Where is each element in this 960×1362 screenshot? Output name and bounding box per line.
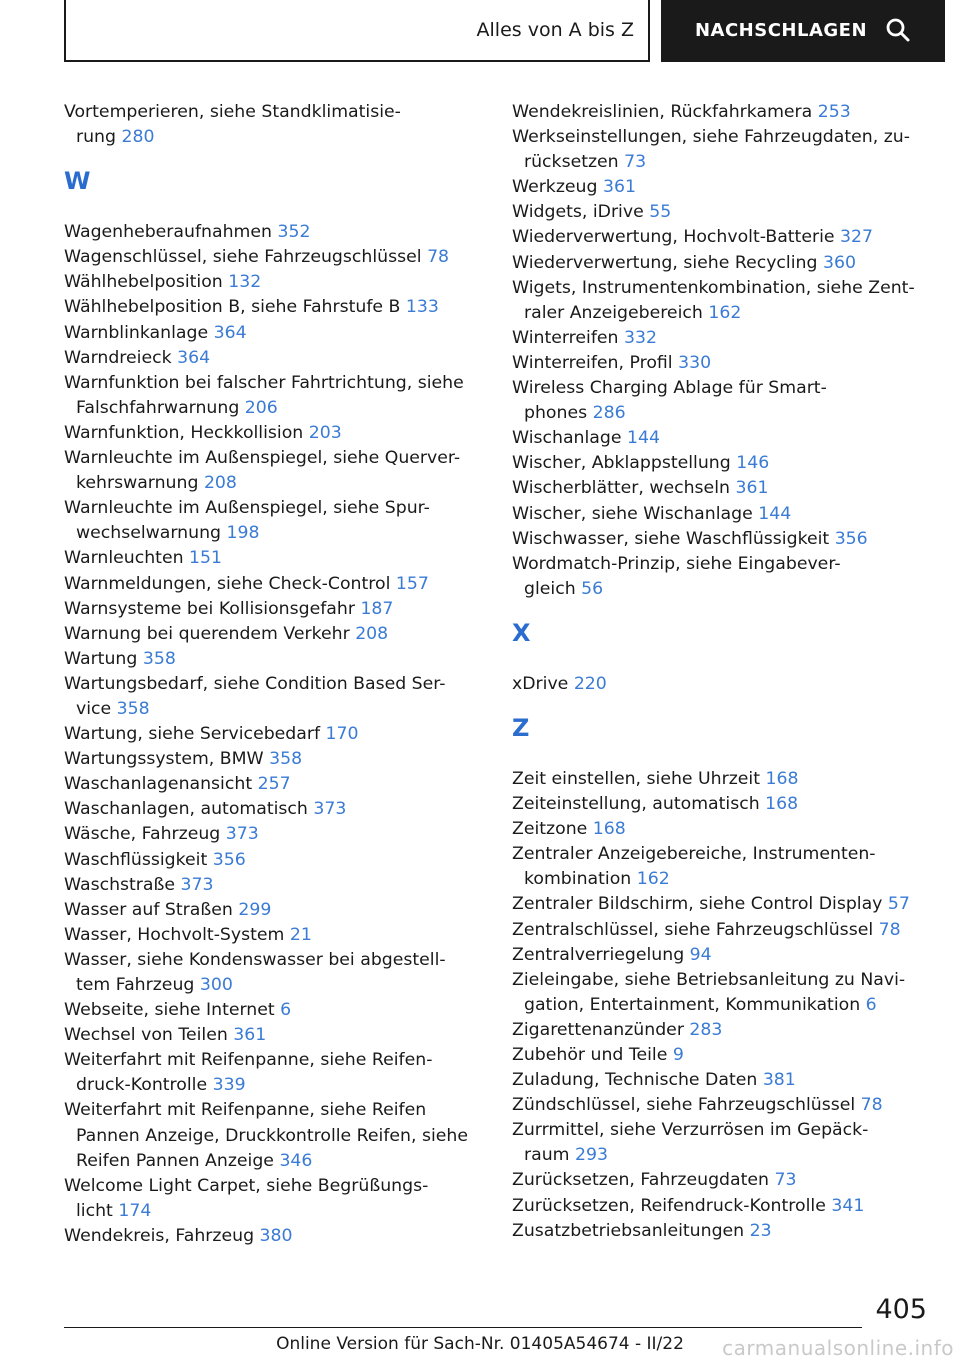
entry-term: Wiederverwertung, Hochvolt-Batterie [512,227,835,248]
index-entry [512,943,932,968]
entry-term: raler Anzeigebereich [524,302,703,323]
page-reference-link[interactable]: 283 [689,1019,723,1040]
page-reference-link[interactable]: 360 [822,252,856,273]
entry-term: xDrive [512,673,569,694]
page-reference-link[interactable]: 6 [280,1000,292,1021]
index-entry [64,1048,484,1098]
index-entry [512,792,932,817]
index-entry [64,747,484,772]
index-entry [512,1018,932,1043]
entry-term: Wartungsbedarf, siehe Condition Based Ser- [64,673,446,694]
entry-term: gation, Entertainment, Kommunikation [524,994,861,1015]
entry-term: Waschanlagenansicht [64,774,253,795]
entry-term: Warnleuchte im Außenspiegel, siehe Spur- [64,498,430,519]
page-reference-link[interactable]: 174 [118,1200,152,1221]
entry-term: Wasser, siehe Kondenswasser bei abgestell- [64,949,446,970]
entry-term: Wartungssystem, BMW [64,749,264,770]
page-reference-link[interactable]: 361 [233,1025,267,1046]
index-entry [64,270,484,295]
entry-term: Warnung bei querendem Verkehr [64,623,350,644]
entry-term: licht [76,1200,113,1221]
entry-term: Wischer, siehe Wischanlage [512,503,753,524]
letter-heading: W [64,167,91,196]
entry-term: Warnleuchte im Außenspiegel, siehe Querver- [64,448,461,469]
entry-term: Waschanlagen, automatisch [64,799,308,820]
page-reference-link[interactable]: 300 [199,975,233,995]
page-reference-link[interactable]: 358 [116,698,150,719]
page-reference-link[interactable]: 170 [325,724,359,745]
index-entry [64,772,484,797]
entry-term: Wendekreislinien, Rückfahrkamera [512,102,813,122]
page-reference-link[interactable]: 332 [624,327,657,348]
entry-term: Wigets, Instrumentenkombination, siehe Zent- [512,277,915,298]
entry-term: Welcome Light Carpet, siehe Begrüßungs- [64,1175,429,1196]
page-reference-link[interactable]: 187 [360,598,394,619]
page-reference-link[interactable]: 157 [395,573,429,594]
entry-term: Wählhebelposition B, siehe Fahrstufe B [64,297,401,318]
index-entry [512,968,932,1018]
page-reference-link[interactable]: 373 [180,874,214,895]
entry-term: Reifen Pannen Anzeige [76,1150,274,1171]
entry-term: Zentraler Anzeigebereiche, Instrumenten- [512,844,876,865]
index-entry [512,502,932,527]
page-reference-link[interactable]: 253 [817,102,851,122]
page-reference-link[interactable]: 257 [257,774,291,795]
index-entry [64,295,484,320]
section-title: Alles von A bis Z [476,19,634,41]
index-entry [64,446,484,496]
index-entry [64,722,484,747]
index-entry [64,898,484,923]
index-entry [64,321,484,346]
index-entry [64,672,484,722]
index-entry [512,817,932,842]
index-entry [512,200,932,225]
entry-term: Zieleingabe, siehe Betriebsanleitung zu Navi- [512,969,906,990]
entry-term: Warnblinkanlage [64,322,209,343]
page-reference-link[interactable]: 55 [649,202,672,223]
index-entry [512,1043,932,1068]
nav-label: NACHSCHLAGEN [694,19,868,41]
page-reference-link[interactable]: 327 [840,227,874,248]
page-reference-link[interactable]: 346 [279,1150,313,1171]
page-reference-link[interactable]: 56 [581,578,604,599]
entry-term: Webseite, siehe Internet [64,1000,275,1021]
index-entry [64,496,484,546]
entry-term: Zuladung, Technische Daten [512,1070,758,1091]
page-reference-link[interactable]: 198 [226,523,260,544]
page-reference-link[interactable]: 280 [121,127,155,148]
entry-term: Zeit einstellen, siehe Uhrzeit [512,768,761,789]
page-reference-link[interactable]: 144 [758,503,792,524]
letter-heading: X [512,618,531,647]
entry-term: gleich [524,578,576,599]
watermark: carmanualsonline.info [722,1336,954,1360]
entry-term: Waschstraße [64,874,176,895]
entry-term: Warnsysteme bei Kollisionsgefahr [64,598,355,619]
index-entry [64,848,484,873]
entry-term: Zeiteinstellung, automatisch [512,794,760,815]
page-reference-link[interactable]: 356 [212,849,246,870]
page-reference-link[interactable]: 286 [592,403,626,424]
entry-term: Wischer, Abklappstellung [512,453,731,474]
index-entry [512,1093,932,1118]
page-reference-link[interactable]: 220 [573,673,607,694]
index-entry [64,1224,484,1249]
page-reference-link[interactable]: 73 [774,1170,797,1191]
page-reference-link[interactable]: 206 [244,397,278,418]
index-entry [512,767,932,792]
edition-footer: Online Version für Sach-Nr. 01405A54674 - II/22 [276,1334,684,1354]
index-entry [512,842,932,892]
index-entry [64,1098,484,1173]
entry-term: Winterreifen, Profil [512,352,673,373]
index-entry [512,1168,932,1193]
index-entry [512,276,932,326]
page-reference-link[interactable]: 208 [203,473,237,494]
entry-term: Wählhebelposition [64,272,223,293]
entry-term: Wasser, Hochvolt-System [64,924,285,945]
entry-term: Wagenheberaufnahmen [64,222,272,243]
page-reference-link[interactable]: 146 [736,453,770,474]
entry-term: Warnfunktion, Heckkollision [64,422,304,443]
entry-term: Wartung [64,648,138,669]
entry-term: Wischerblätter, wechseln [512,478,730,499]
entry-term: Falschfahrwarnung [76,397,240,418]
entry-term: Wireless Charging Ablage für Smart- [512,378,827,399]
index-entry [512,351,932,376]
entry-term: Wechsel von Teilen [64,1025,228,1046]
index-entry [512,892,932,917]
index-entry [512,125,932,175]
index-entry [512,100,932,125]
entry-term: Wordmatch-Prinzip, siehe Eingabever- [512,553,841,574]
page-reference-link[interactable]: 151 [189,548,223,569]
index-column-right [512,100,932,1244]
entry-term: Zündschlüssel, siehe Fahrzeugschlüssel [512,1095,856,1116]
page-reference-link[interactable]: 293 [574,1145,608,1166]
page-reference-link[interactable]: 168 [765,768,799,789]
entry-term: Werkzeug [512,177,598,198]
index-entry [64,597,484,622]
page-reference-link[interactable]: 381 [762,1070,796,1091]
page-reference-link[interactable]: 356 [834,528,868,549]
page-reference-link[interactable]: 144 [627,428,661,449]
entry-term: Pannen Anzeige, Druckkontrolle Reifen, siehe [76,1125,469,1146]
page-reference-link[interactable]: 94 [689,944,712,965]
index-entry [64,1023,484,1048]
page-reference-link[interactable]: 373 [225,824,259,845]
index-entry [512,376,932,426]
page-reference-link[interactable]: 203 [308,422,342,443]
entry-term: Wiederverwertung, siehe Recycling [512,252,818,273]
page-reference-link[interactable]: 358 [142,648,176,669]
entry-term: Warnleuchten [64,548,184,569]
index-entry [512,426,932,451]
index-entry [512,1219,932,1244]
index-entry [512,552,932,602]
entry-term: druck-Kontrolle [76,1075,208,1096]
page-reference-link[interactable]: 208 [355,623,389,644]
entry-term: Wendekreis, Fahrzeug [64,1225,255,1246]
entry-term: Zigarettenanzünder [512,1019,684,1040]
index-entry [64,371,484,421]
entry-term: kehrswarnung [76,473,199,494]
index-entry [64,647,484,672]
page-reference-link[interactable]: 358 [269,749,303,770]
index-entry [64,220,484,245]
page-reference-link[interactable]: 364 [177,347,211,368]
index-column-left [64,100,484,1249]
page-reference-link[interactable]: 364 [213,322,247,343]
entry-term: Wischanlage [512,428,622,449]
page-reference-link[interactable]: 380 [259,1225,293,1246]
page-reference-link[interactable]: 133 [405,297,439,318]
entry-term: Zeitzone [512,819,588,840]
index-entry [64,572,484,597]
index-entry [64,998,484,1023]
entry-term: Zurücksetzen, Reifendruck-Kontrolle [512,1195,826,1216]
index-entry [512,451,932,476]
page-reference-link[interactable]: 361 [735,478,769,499]
entry-term: vice [76,698,112,719]
entry-term: Wäsche, Fahrzeug [64,824,221,845]
index-entry [512,1068,932,1093]
entry-term: rücksetzen [524,152,619,173]
entry-term: Warndreieck [64,347,172,368]
entry-term: Weiterfahrt mit Reifenpanne, siehe Reifen- [64,1050,433,1071]
entry-term: wechselwarnung [76,523,222,544]
page-reference-link[interactable]: 162 [708,302,742,323]
entry-term: Warnfunktion bei falscher Fahrtrichtung, siehe [64,372,464,393]
index-entry [512,1118,932,1168]
entry-term: Wasser auf Straßen [64,899,233,920]
page-number: 405 [875,1294,927,1325]
index-entry [512,527,932,552]
entry-term: tem Fahrzeug [76,975,195,995]
index-entry [64,546,484,571]
page-reference-link[interactable]: 9 [672,1045,684,1065]
entry-term: Zubehör und Teile [512,1045,668,1065]
index-entry [64,245,484,270]
entry-term: Widgets, iDrive [512,202,644,223]
page-reference-link[interactable]: 168 [765,794,799,815]
index-entry [64,822,484,847]
entry-term: Weiterfahrt mit Reifenpanne, siehe Reifen [64,1100,427,1121]
index-entry [64,346,484,371]
index-entry [512,326,932,351]
index-entry [64,421,484,446]
entry-term: Zusatzbetriebsanleitungen [512,1220,745,1241]
letter-heading: Z [512,713,530,742]
section-title-bar [64,0,650,62]
index-entry [512,476,932,501]
entry-term: Warnmeldungen, siehe Check-Control [64,573,391,594]
index-entry [512,1194,932,1219]
page-reference-link[interactable]: 339 [212,1075,246,1096]
entry-term: Waschflüssigkeit [64,849,208,870]
page-reference-link[interactable]: 361 [602,177,636,198]
entry-term: Zentraler Bildschirm, siehe Control Display [512,894,883,915]
index-entry [512,918,932,943]
page-reference-link[interactable]: 162 [636,869,670,890]
entry-term: Wagenschlüssel, siehe Fahrzeugschlüssel [64,247,422,268]
page-reference-link[interactable]: 78 [860,1095,883,1116]
entry-term: Zurrmittel, siehe Verzurrösen im Gepäck- [512,1120,869,1141]
page-reference-link[interactable]: 352 [277,222,311,243]
index-entry [512,251,932,276]
index-entry [64,100,484,150]
entry-term: kombination [524,869,632,890]
page-reference-link[interactable]: 6 [865,994,877,1015]
index-entry [64,797,484,822]
index-entry [512,672,932,697]
page-reference-link[interactable]: 168 [592,819,626,840]
entry-term: Werkseinstellungen, siehe Fahrzeugdaten, zu- [512,127,910,148]
entry-term: Zentralschlüssel, siehe Fahrzeugschlüssel [512,919,874,940]
entry-term: phones [524,403,588,424]
page-reference-link[interactable]: 341 [831,1195,865,1216]
page-reference-link[interactable]: 299 [238,899,272,920]
page-reference-link[interactable]: 78 [427,247,450,268]
entry-term: Zurücksetzen, Fahrzeugdaten [512,1170,769,1191]
entry-term: Zentralverriegelung [512,944,685,965]
page-reference-link[interactable]: 21 [289,924,312,945]
page-reference-link[interactable]: 373 [313,799,347,820]
entry-term: Winterreifen [512,327,619,348]
index-entry [64,948,484,998]
entry-term: raum [524,1145,570,1166]
index-entry [512,225,932,250]
page-reference-link[interactable]: 23 [749,1220,772,1241]
footer-divider [64,1327,862,1328]
page-reference-link[interactable]: 132 [228,272,262,293]
index-entry [512,175,932,200]
index-entry [64,1174,484,1224]
entry-term: Wischwasser, siehe Waschflüssigkeit [512,528,830,549]
index-entry [64,622,484,647]
search-icon [885,17,911,43]
index-entry [64,873,484,898]
index-entry [64,923,484,948]
entry-term: rung [76,127,116,148]
page-reference-link[interactable]: 73 [624,152,647,173]
page-reference-link[interactable]: 330 [678,352,712,373]
entry-term: Wartung, siehe Servicebedarf [64,724,321,745]
entry-term: Vortemperieren, siehe Standklimatisie- [64,102,401,122]
page-reference-link[interactable]: 78 [878,919,901,940]
page-reference-link[interactable]: 57 [887,894,910,915]
nachschlagen-nav-button[interactable] [661,0,945,62]
